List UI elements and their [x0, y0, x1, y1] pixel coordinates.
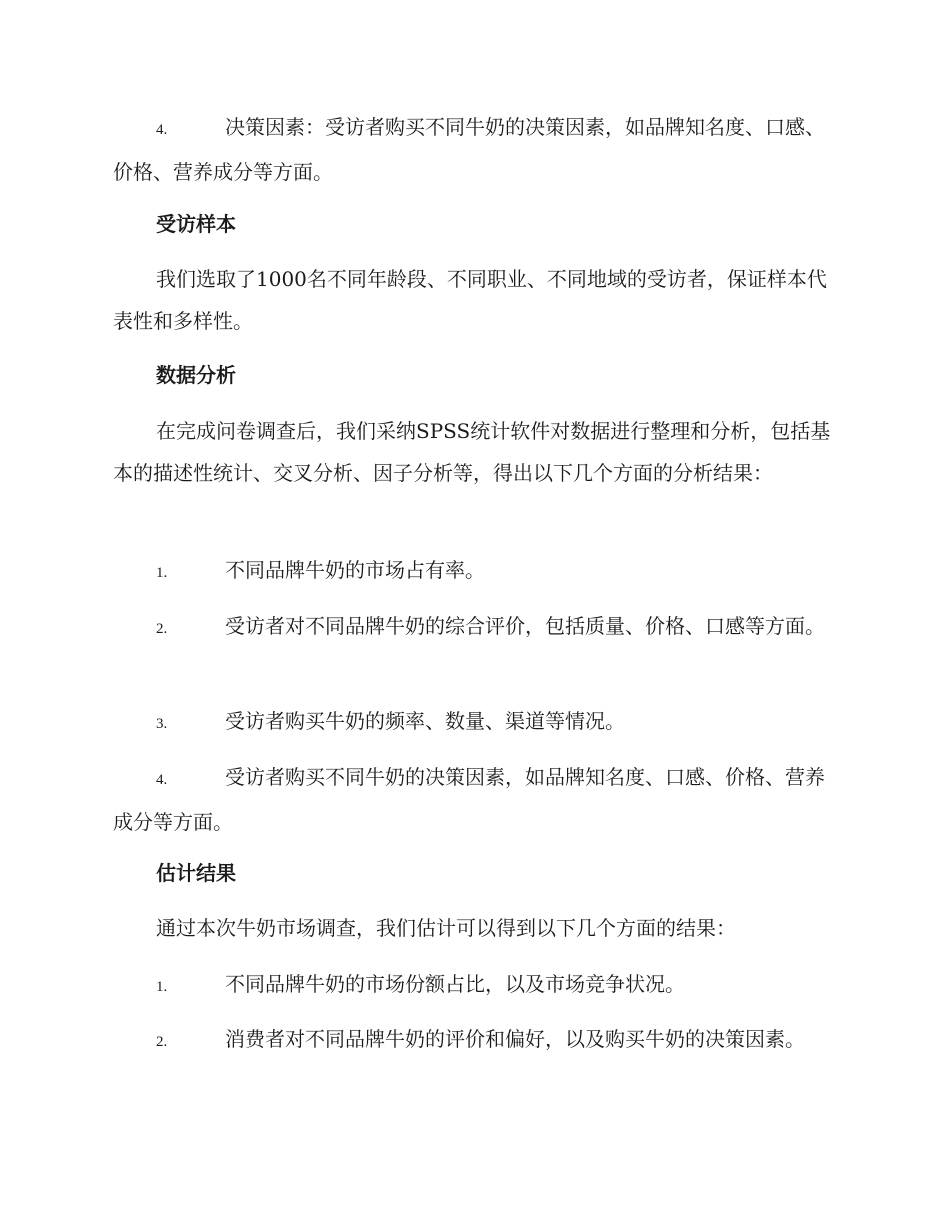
results-paragraph: 通过本次牛奶市场调查，我们估计可以得到以下几个方面的结果：	[156, 916, 736, 940]
list-item	[113, 700, 839, 745]
list-text: 受访者对不同品牌牛奶的综合评价，包括质量、价格、口感等方面。	[225, 614, 825, 638]
list-item	[113, 549, 839, 594]
list-number: 2.	[156, 1034, 168, 1050]
list-text: 受访者购买牛奶的频率、数量、渠道等情况。	[225, 709, 625, 733]
list-text: 决策因素：受访者购买不同牛奶的决策因素，如品牌知名度、口感、价格、营养成分等方面。	[113, 115, 825, 184]
list-text: 消费者对不同品牌牛奶的评价和偏好，以及购买牛奶的决策因素。	[225, 1027, 805, 1051]
list-number: 1.	[156, 565, 168, 581]
section-heading-sample: 受访样本	[156, 212, 236, 236]
list-number: 4.	[156, 122, 168, 138]
list-number: 3.	[156, 716, 168, 732]
list-item	[113, 605, 839, 650]
list-item	[113, 756, 839, 843]
list-text: 受访者购买不同牛奶的决策因素，如品牌知名度、口感、价格、营养成分等方面。	[113, 765, 825, 834]
list-text: 不同品牌牛奶的市场份额占比，以及市场竞争状况。	[225, 972, 685, 996]
list-item	[113, 963, 839, 1008]
list-text: 不同品牌牛奶的市场占有率。	[225, 558, 485, 582]
sample-paragraph: 我们选取了1000名不同年龄段、不同职业、不同地域的受访者，保证样本代表性和多样性。	[113, 267, 827, 333]
list-item	[113, 1018, 839, 1063]
list-number: 1.	[156, 979, 168, 995]
list-number: 2.	[156, 621, 168, 637]
section-heading-results: 估计结果	[156, 861, 236, 885]
list-item	[113, 106, 839, 193]
analysis-paragraph: 在完成问卷调查后，我们采纳SPSS统计软件对数据进行整理和分析，包括基本的描述性统计、交叉分析、因子分析等，得出以下几个方面的分析结果：	[113, 419, 831, 485]
list-number: 4.	[156, 772, 168, 788]
section-heading-analysis: 数据分析	[156, 363, 236, 387]
